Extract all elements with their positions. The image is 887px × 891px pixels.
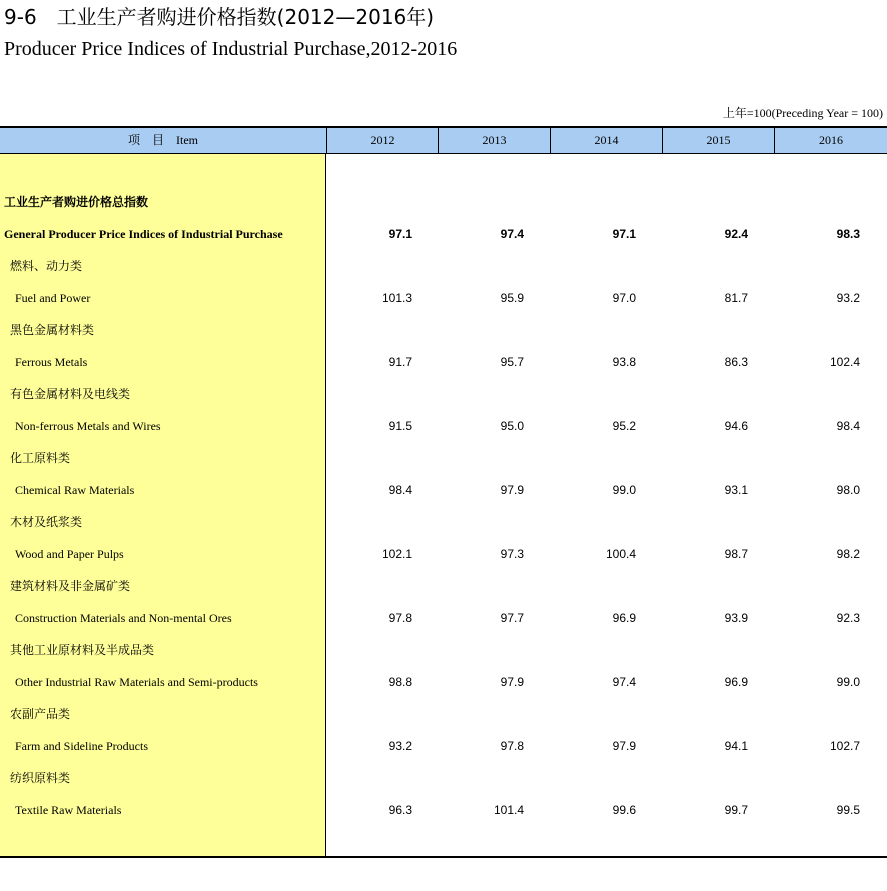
cell-2014: 93.8 (612, 355, 636, 369)
cell-2014: 95.2 (612, 419, 636, 433)
row-label-en: General Producer Price Indices of Industrial Purchase (4, 227, 283, 241)
header-year: 2012 (326, 128, 438, 153)
cell-2013: 95.7 (500, 355, 524, 369)
header-year: 2016 (774, 128, 887, 153)
row-label-en: Farm and Sideline Products (15, 739, 148, 753)
row-label-en: Fuel and Power (15, 291, 91, 305)
table-row (0, 346, 887, 378)
header-item-cn: 项 目 (127, 133, 164, 147)
cell-2015: 92.4 (724, 227, 748, 241)
row-label-cn: 建筑材料及非金属矿类 (10, 579, 131, 593)
table-row (0, 666, 887, 698)
cell-2014: 97.9 (612, 739, 636, 753)
cell-2012: 102.1 (381, 547, 412, 561)
table-row-cn (0, 186, 887, 218)
header-item (0, 128, 326, 153)
cell-2013: 97.8 (500, 739, 524, 753)
table-row (0, 538, 887, 570)
cell-2016: 102.7 (829, 739, 860, 753)
table-row-cn (0, 250, 887, 282)
cell-2015: 93.9 (724, 611, 748, 625)
row-label-cn: 燃料、动力类 (10, 259, 83, 273)
cell-2012: 97.1 (388, 227, 412, 241)
cell-2016: 98.4 (836, 419, 860, 433)
cell-2014: 100.4 (605, 547, 636, 561)
row-label-en: Construction Materials and Non-mental Ores (15, 611, 232, 625)
row-label-en: Non-ferrous Metals and Wires (15, 419, 161, 433)
cell-2014: 99.0 (612, 483, 636, 497)
cell-2016: 102.4 (829, 355, 860, 369)
cell-2016: 98.0 (836, 483, 860, 497)
table-row (0, 410, 887, 442)
table-row-cn (0, 762, 887, 794)
table-row-cn (0, 570, 887, 602)
table-row (0, 730, 887, 762)
cell-2016: 92.3 (836, 611, 860, 625)
cell-2014: 97.1 (612, 227, 636, 241)
cell-2013: 97.9 (500, 675, 524, 689)
table-row (0, 794, 887, 826)
row-label-en: Chemical Raw Materials (15, 483, 135, 497)
table-row-cn (0, 698, 887, 730)
cell-2014: 97.0 (612, 291, 636, 305)
cell-2015: 94.1 (724, 739, 748, 753)
bottom-rule (0, 856, 887, 858)
cell-2015: 81.7 (724, 291, 748, 305)
cell-2016: 99.0 (836, 675, 860, 689)
header-item-en: Item (176, 133, 198, 147)
table-title-cn: 9-6 工业生产者购进价格指数(2012—2016年) (4, 5, 435, 29)
table-title-en: Producer Price Indices of Industrial Purchase,2012-2016 (4, 38, 458, 60)
cell-2014: 97.4 (612, 675, 636, 689)
cell-2013: 95.9 (500, 291, 524, 305)
header-year: 2014 (550, 128, 662, 153)
row-label-en: Other Industrial Raw Materials and Semi-products (15, 675, 258, 689)
cell-2016: 93.2 (836, 291, 860, 305)
cell-2016: 98.3 (836, 227, 860, 241)
row-label-cn: 有色金属材料及电线类 (10, 387, 131, 401)
row-label-cn: 木材及纸浆类 (10, 515, 83, 529)
cell-2012: 97.8 (388, 611, 412, 625)
row-label-en: Ferrous Metals (15, 355, 88, 369)
unit-note: 上年=100(Preceding Year = 100) (722, 106, 883, 120)
table-row (0, 474, 887, 506)
cell-2013: 95.0 (500, 419, 524, 433)
cell-2015: 86.3 (724, 355, 748, 369)
header-year: 2013 (438, 128, 550, 153)
cell-2012: 91.7 (388, 355, 412, 369)
cell-2012: 91.5 (388, 419, 412, 433)
row-label-cn: 黑色金属材料类 (10, 323, 95, 337)
table-row-cn (0, 442, 887, 474)
cell-2015: 98.7 (724, 547, 748, 561)
table-row-cn (0, 634, 887, 666)
cell-2016: 98.2 (836, 547, 860, 561)
row-label-cn: 农副产品类 (10, 707, 71, 721)
cell-2012: 101.3 (381, 291, 412, 305)
row-label-cn: 化工原料类 (10, 451, 71, 465)
cell-2013: 97.3 (500, 547, 524, 561)
cell-2012: 98.4 (388, 483, 412, 497)
cell-2013: 97.7 (500, 611, 524, 625)
row-label-cn: 纺织原料类 (10, 771, 71, 785)
row-label-cn: 其他工业原材料及半成品类 (10, 643, 155, 657)
cell-2014: 96.9 (612, 611, 636, 625)
cell-2015: 96.9 (724, 675, 748, 689)
table-row (0, 218, 887, 250)
cell-2013: 97.4 (500, 227, 524, 241)
cell-2014: 99.6 (612, 803, 636, 817)
table-row-cn (0, 314, 887, 346)
row-label-en: Textile Raw Materials (15, 803, 122, 817)
table-header (0, 128, 887, 154)
row-label-en: Wood and Paper Pulps (15, 547, 124, 561)
cell-2015: 99.7 (724, 803, 748, 817)
table-row (0, 282, 887, 314)
cell-2013: 97.9 (500, 483, 524, 497)
cell-2015: 94.6 (724, 419, 748, 433)
table-row-cn (0, 378, 887, 410)
cell-2016: 99.5 (836, 803, 860, 817)
table-row (0, 602, 887, 634)
table-row-cn (0, 506, 887, 538)
cell-2013: 101.4 (493, 803, 524, 817)
cell-2012: 98.8 (388, 675, 412, 689)
cell-2015: 93.1 (724, 483, 748, 497)
cell-2012: 96.3 (388, 803, 412, 817)
row-label-cn: 工业生产者购进价格总指数 (4, 195, 149, 209)
header-year: 2015 (662, 128, 774, 153)
cell-2012: 93.2 (388, 739, 412, 753)
